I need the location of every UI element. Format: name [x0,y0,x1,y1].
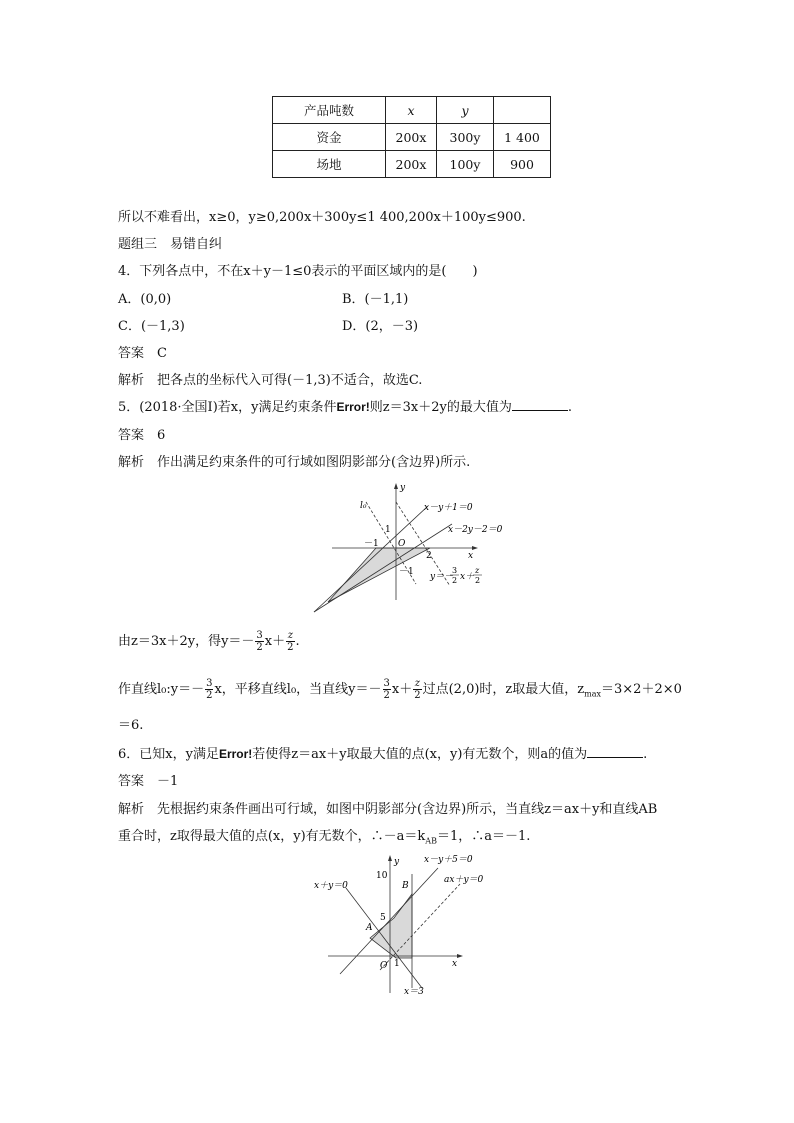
table-cell: 1 400 [494,124,551,151]
text-fragment: 由z＝3x＋2y，得y＝－ [118,634,255,649]
product-table [272,96,551,178]
line-x-minus-2y-minus-2 [314,524,452,612]
q6-stem: 6．已知x，y满足Error!若使得z＝ax＋y取最大值的点(x，y)有无数个，则a的值为 . [118,747,648,762]
label-neg-one-y: －1 [399,567,414,577]
shaded-region [328,548,430,602]
line-x-minus-y-plus-5 [340,868,438,974]
q4-option-a: A．(0,0) [118,292,172,307]
label-one: 1 [394,959,400,969]
text-fragment: 重合时，z取得最大值的点(x，y)有无数个，∴－a＝k [118,829,426,844]
x-axis-arrow [472,546,478,550]
q5-stem-post: 则z＝3x＋2y的最大值为 [369,400,512,415]
q4-option-d: D．(2，－3) [342,319,419,334]
table-cell: 产品吨数 [273,97,386,124]
fraction [205,678,213,701]
q5-line-text [118,678,682,701]
q4-option-c: C．(－1,3) [118,319,185,334]
label-neg-one-x: －1 [364,539,379,549]
line-x-minus-y-plus-1 [314,506,428,612]
label-x: x [452,959,458,969]
label-line3: x＋y＝0 [314,881,348,891]
y-axis-arrow [388,855,392,861]
label-ten: 10 [376,871,388,881]
label-origin: O [380,961,388,971]
label-y: y [394,857,400,867]
fraction [286,630,294,653]
table-cell [494,97,551,124]
label-five: 5 [380,913,386,923]
table-header-row [273,97,551,124]
table-cell: 100y [437,151,494,178]
frac-num: 3 [206,678,213,689]
table-row [273,124,551,151]
frac-den: 2 [287,642,294,653]
table-cell: x [386,97,437,124]
frac-num: 3 [256,630,263,641]
frac-den: 2 [206,690,213,701]
label-x: x [468,551,474,561]
error-marker: Error! [218,747,253,761]
text-fragment: x＋ [264,634,286,649]
label-one: 1 [385,525,391,535]
feasible-region-graph-2 [310,848,490,998]
frac-num: z [414,678,421,689]
label-line4: x＝3 [404,987,424,997]
frac-den: 2 [383,690,390,701]
table-cell: 200x [386,124,437,151]
conclusion-text: 所以不难看出，x≥0，y≥0,200x＋300y≤1 400,200x＋100y≤900. [118,210,526,225]
frac-num: 3 [383,678,390,689]
frac-num: z [475,566,480,575]
x-axis-arrow [457,954,463,958]
frac-num: 3 [452,566,458,575]
frac-num: z [287,630,293,641]
text-fragment: ＝3×2＋2×0 [601,682,682,697]
feasible-region-graph-1 [300,476,510,616]
answer-blank [587,746,643,758]
y-axis-arrow [394,483,398,489]
label-l0: l₀ [360,501,367,511]
fraction [255,630,263,653]
q5-stem-pre: 5．(2018·全国Ⅰ)若x，y满足约束条件 [118,400,337,415]
label-line3-mid: x＋ [460,572,475,582]
q6-analysis-1: 解析 先根据约束条件画出可行域，如图中阴影部分(含边界)所示，当直线z＝ax＋y和直线AB [118,802,658,817]
q4-stem: 4．下列各点中，不在x＋y－1≤0表示的平面区域内的是( ) [118,264,478,279]
group-title: 题组三 易错自纠 [118,237,223,252]
text-fragment: 过点(2,0)时，z取最大值，z [422,682,585,697]
label-line3-pre: y＝－ [430,572,454,582]
table-cell: 资金 [273,124,386,151]
text-fragment: x＋ [391,682,413,697]
table-cell: 300y [437,124,494,151]
table-row [273,151,551,178]
q4-option-b: B．(－1,1) [342,292,409,307]
fraction [383,678,391,701]
q6-analysis-2 [118,825,530,846]
text-fragment: 作直线l₀:y＝－ [118,682,205,697]
label-line2: x－2y－2＝0 [448,525,503,535]
text-fragment: ＝1，∴a＝－1. [436,829,531,844]
label-line1: x－y＋1＝0 [424,503,473,513]
q5-result: ＝6. [118,718,144,733]
answer-blank [512,399,568,411]
label-point-a: A [366,923,373,933]
frac-den: 2 [475,576,481,585]
label-line1: x－y＋5＝0 [424,855,473,865]
text-fragment: x，平移直线l₀，当直线y＝－ [214,682,382,697]
q5-stem: 5．(2018·全国Ⅰ)若x，y满足约束条件Error!则z＝3x＋2y的最大值为 . [118,400,573,415]
shaded-region [370,894,412,958]
label-y: y [400,483,406,493]
label-line2: ax＋y＝0 [444,875,484,885]
label-point-b: B [402,881,409,891]
table-cell: y [437,97,494,124]
subscript: AB [425,836,437,846]
fraction [413,678,421,701]
frac-den: 2 [452,576,458,585]
q5-answer: 答案 6 [118,428,166,443]
q6-answer: 答案 －1 [118,774,179,789]
table-cell: 场地 [273,151,386,178]
q4-analysis: 解析 把各点的坐标代入可得(－1,3)不适合，故选C. [118,373,423,388]
label-two: 2 [426,551,432,561]
q6-stem-pre: 6．已知x，y满足 [118,747,219,762]
frac-den: 2 [256,642,263,653]
frac-den: 2 [414,690,421,701]
error-marker: Error! [336,400,370,414]
subscript: max [584,689,602,699]
table-cell: 200x [386,151,437,178]
label-origin: O [398,539,406,549]
q4-answer: 答案 C [118,346,167,361]
q5-from-line: 由z＝3x＋2y，得y＝－ $\frac{3}{2}$ x＋ $\frac{z}{2}$ . [118,630,300,653]
table-cell: 900 [494,151,551,178]
q6-stem-post: 若使得z＝ax＋y取最大值的点(x，y)有无数个，则a的值为 [252,747,588,762]
q5-analysis: 解析 作出满足约束条件的可行域如图阴影部分(含边界)所示. [118,455,471,470]
